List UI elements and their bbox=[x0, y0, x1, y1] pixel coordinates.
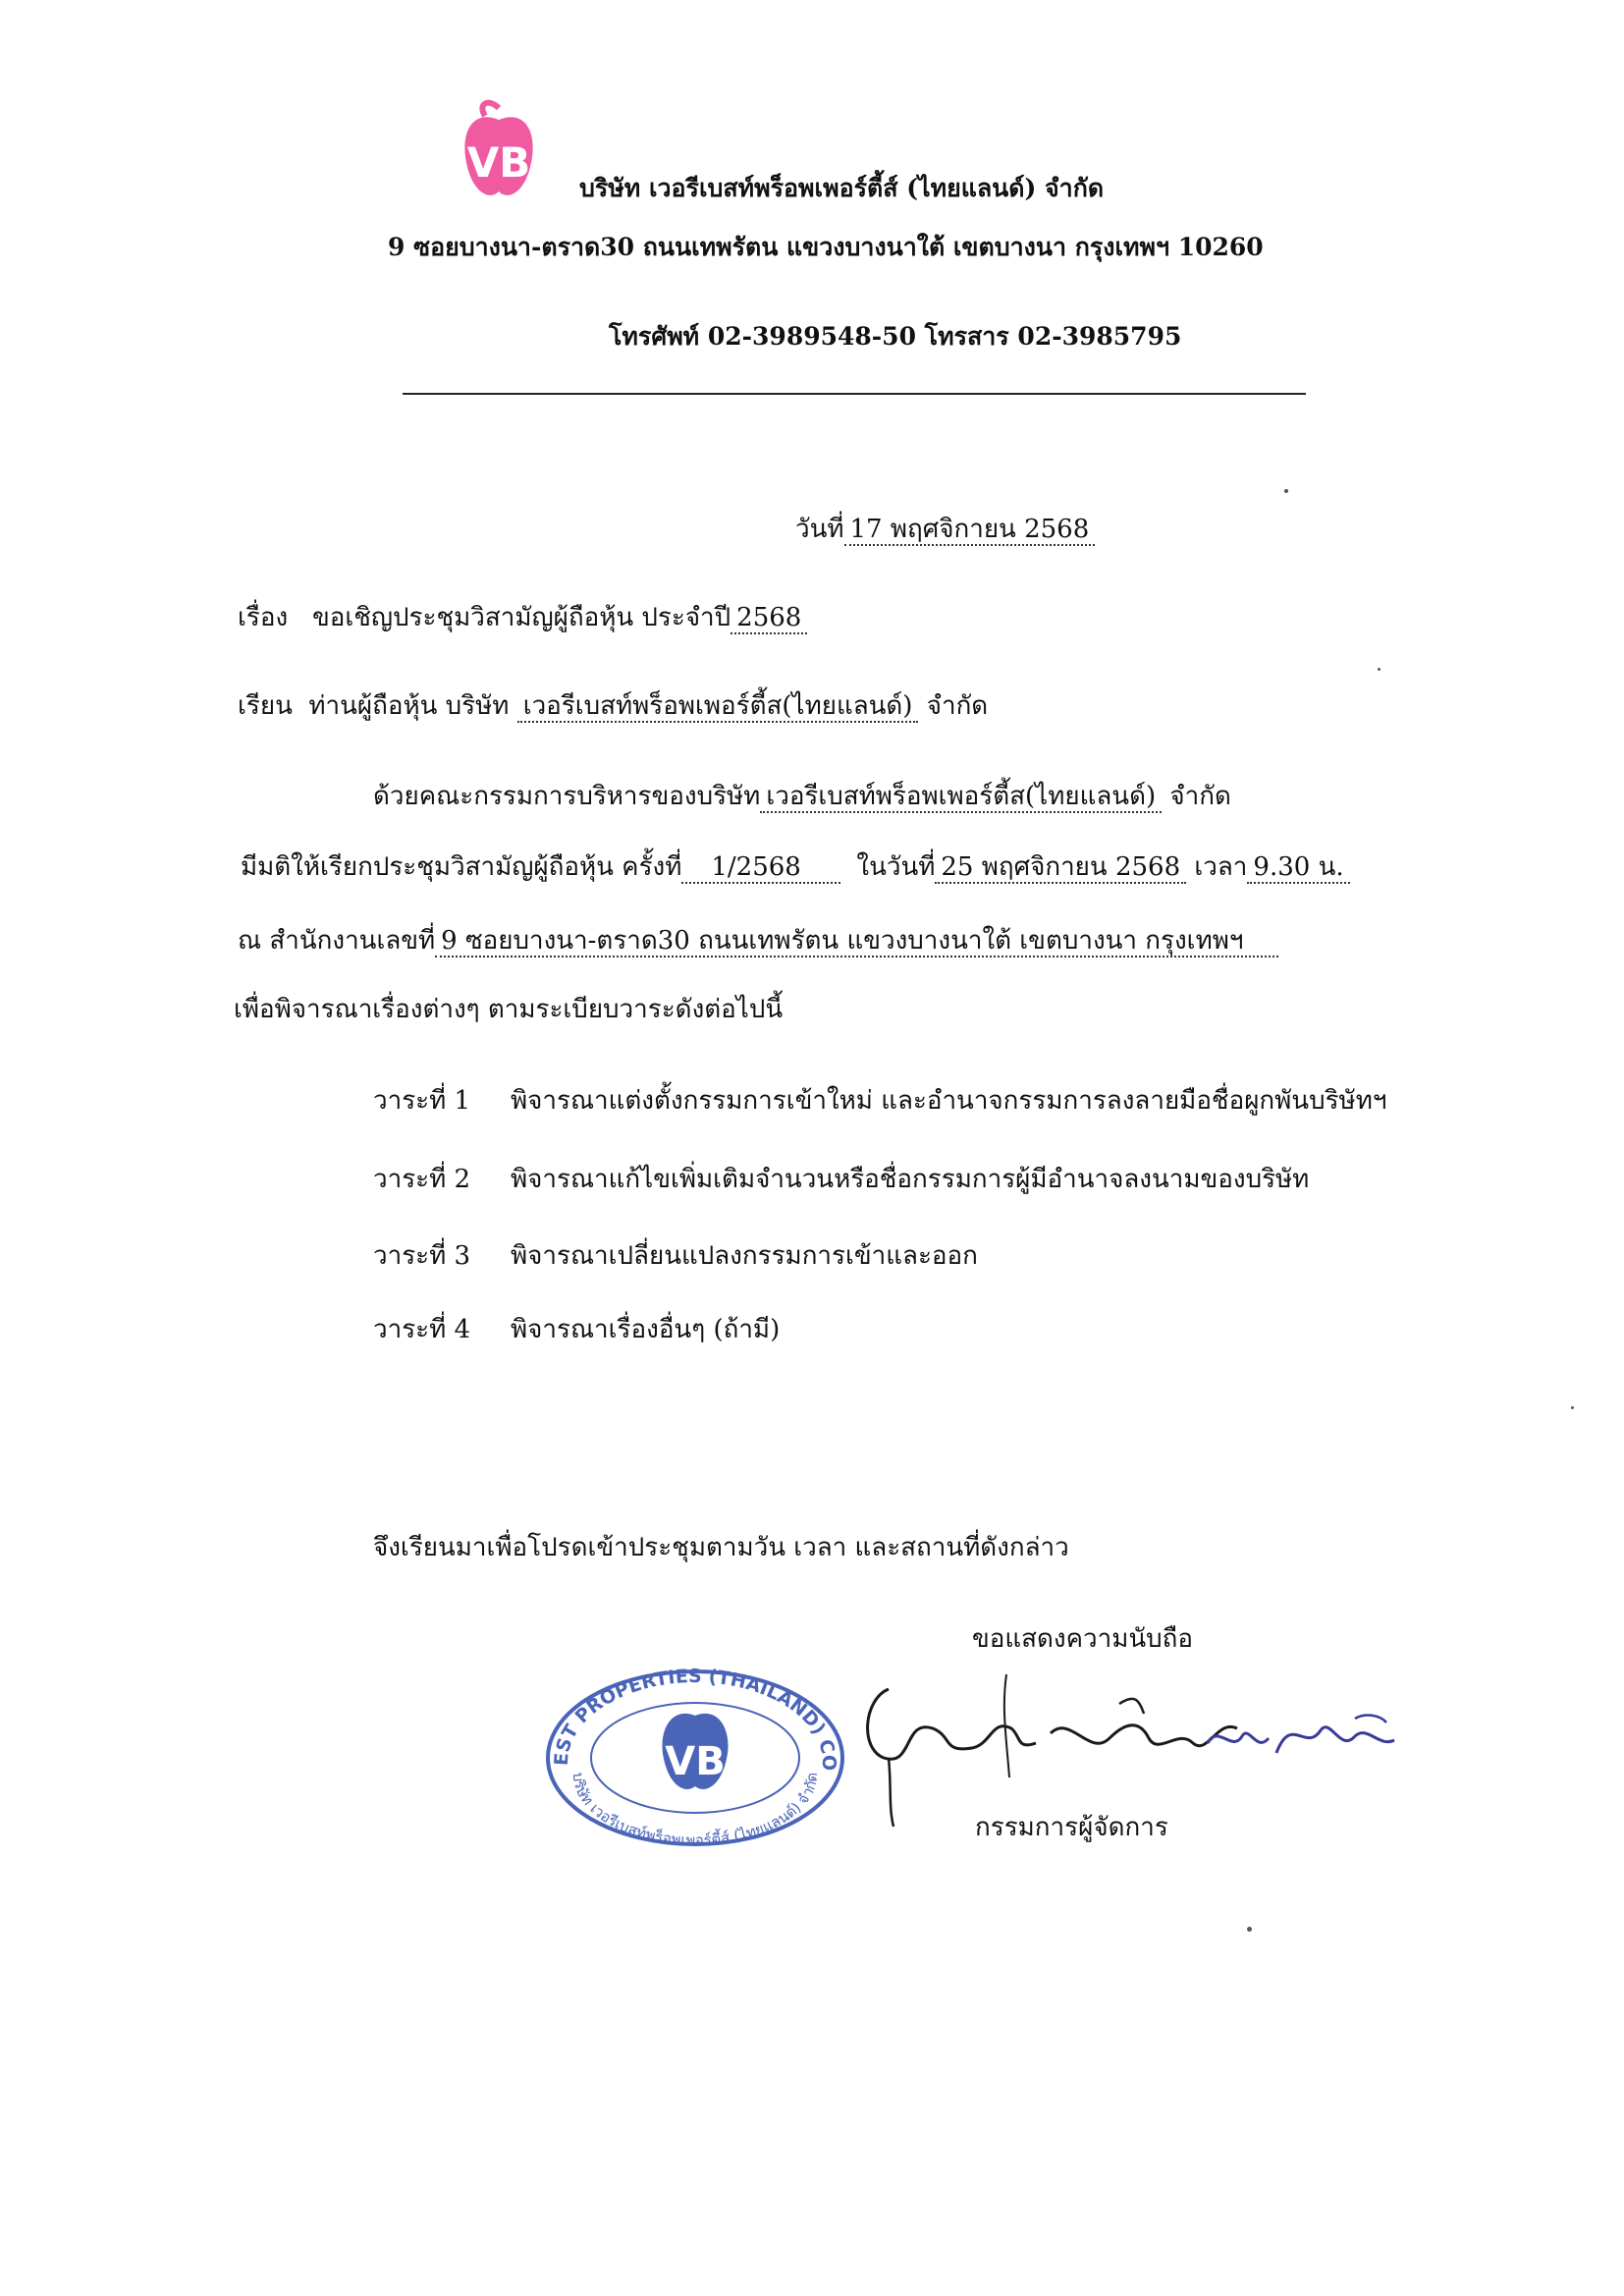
regards-text: ขอแสดงความนับถือ bbox=[972, 1624, 1193, 1654]
svg-text:VB: VB bbox=[665, 1739, 726, 1784]
scan-speck bbox=[1571, 1406, 1574, 1409]
scan-speck bbox=[1247, 1927, 1252, 1932]
company-name: บริษัท เวอรีเบสท์พร็อพเพอร์ตี้ส์ (ไทยแลนด์) จำกัด bbox=[579, 174, 1105, 202]
company-contact: โทรศัพท์ 02-3989548-50 โทรสาร 02-3985795 bbox=[609, 322, 1182, 351]
signer-title: กรรมการผู้จัดการ bbox=[975, 1813, 1168, 1842]
closing-text: จึงเรียนมาเพื่อโปรดเข้าประชุมตามวัน เวลา และสถานที่ดังกล่าว bbox=[373, 1533, 1069, 1562]
agenda-item: วาระที่ 4 พิจารณาเรื่องอื่นๆ (ถ้ามี) bbox=[373, 1315, 781, 1344]
body-line-1: ด้วยคณะกรรมการบริหารของบริษัท เวอรีเบสท์พร็อพเพอร์ตี้ส(ไทยแลนด์) จำกัด bbox=[373, 782, 1231, 811]
company-address: 9 ซอยบางนา-ตราด30 ถนนเทพรัตน แขวงบางนาใต้ เขตบางนา กรุงเทพฯ 10260 bbox=[388, 233, 1264, 261]
agenda-item: วาระที่ 3 พิจารณาเปลี่ยนแปลงกรรมการเข้าและออก bbox=[373, 1241, 978, 1271]
svg-text:บริษัท เวอรีเบสท์พร็อพเพอร์ตี้: บริษัท เวอรีเบสท์พร็อพเพอร์ตี้ส์ (ไทยแลนด์) จำกัด bbox=[568, 1772, 822, 1850]
agenda-item: วาระที่ 2 พิจารณาแก้ไขเพิ่มเติมจำนวนหรือชื่อกรรมการผู้มีอำนาจลงนามของบริษัท bbox=[373, 1165, 1310, 1194]
letter-subject: เรื่อง ขอเชิญประชุมวิสามัญผู้ถือหุ้น ประจำปี 2568 bbox=[238, 597, 807, 637]
scan-speck bbox=[1378, 668, 1380, 671]
header-divider bbox=[403, 393, 1306, 395]
body-line-3: ณ สำนักงานเลขที่ 9 ซอยบางนา-ตราด30 ถนนเทพรัตน แขวงบางนาใต้ เขตบางนา กรุงเทพฯ bbox=[238, 920, 1278, 960]
agenda-item: วาระที่ 1 พิจารณาแต่งตั้งกรรมการเข้าใหม่ และอำนาจกรรมการลงลายมือชื่อผูกพันบริษัทฯ bbox=[373, 1086, 1387, 1116]
letter-date: วันที่ 17 พฤศจิกายน 2568 bbox=[795, 509, 1095, 549]
company-stamp bbox=[538, 1665, 852, 1851]
scan-speck bbox=[1284, 489, 1288, 493]
company-logo bbox=[460, 98, 538, 206]
svg-text:VERIBEST PROPERTIES (THAILAND): EST PROPERTIES (THAILAND) CO bbox=[550, 1666, 840, 1771]
letter-recipient: เรียน ท่านผู้ถือหุ้น บริษัท เวอรีเบสท์พร็อพเพอร์ตี้ส(ไทยแลนด์) จำกัด bbox=[238, 691, 989, 721]
svg-text:VB: VB bbox=[466, 138, 531, 187]
body-line-4: เพื่อพิจารณาเรื่องต่างๆ ตามระเบียบวาระดังต่อไปนี้ bbox=[234, 995, 784, 1024]
body-line-2: มีมติให้เรียกประชุมวิสามัญผู้ถือหุ้น ครั้งที่ 1/2568 ในวันที่ 25 พฤศจิกายน 2568 เวลา 9.30 น. bbox=[241, 847, 1350, 887]
